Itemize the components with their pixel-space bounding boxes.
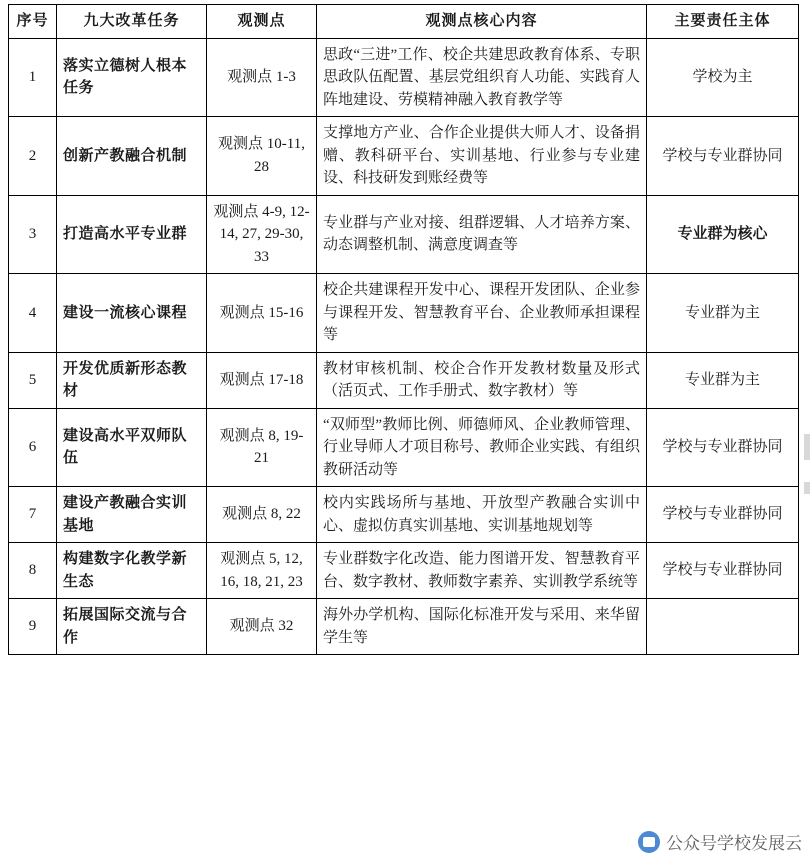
cell-core-content: 思政“三进”工作、校企共建思政教育体系、专职思政队伍配置、基层党组织育人功能、实践育人阵地建设、劳模精神融入教育教学等 — [317, 38, 647, 117]
cell-responsible: 学校与专业群协同 — [647, 408, 799, 487]
cell-task: 建设一流核心课程 — [57, 274, 207, 353]
table-header-row — [9, 5, 799, 39]
wechat-logo-icon — [638, 831, 660, 853]
cell-responsible: 专业群为主 — [647, 352, 799, 408]
cell-task: 落实立德树人根本任务 — [57, 38, 207, 117]
cell-core-content: 专业群与产业对接、组群逻辑、人才培养方案、动态调整机制、满意度调查等 — [317, 195, 647, 274]
column-header-core-content: 观测点核心内容 — [317, 5, 647, 39]
cell-core-content: 专业群数字化改造、能力图谱开发、智慧教育平台、数字教材、教师数字素养、实训教学系统等 — [317, 543, 647, 599]
document-page — [0, 4, 810, 860]
cell-core-content: 校内实践场所与基地、开放型产教融合实训中心、虚拟仿真实训基地、实训基地规划等 — [317, 487, 647, 543]
column-header-task: 九大改革任务 — [57, 5, 207, 39]
column-header-responsible: 主要责任主体 — [647, 5, 799, 39]
cell-observation: 观测点 5, 12, 16, 18, 21, 23 — [207, 543, 317, 599]
cell-observation: 观测点 1-3 — [207, 38, 317, 117]
cell-core-content: 教材审核机制、校企合作开发教材数量及形式（活页式、工作手册式、数字教材）等 — [317, 352, 647, 408]
column-header-observation: 观测点 — [207, 5, 317, 39]
cell-observation: 观测点 32 — [207, 599, 317, 655]
cell-responsible — [647, 599, 799, 655]
cell-observation: 观测点 8, 22 — [207, 487, 317, 543]
page-edge-mark — [804, 482, 810, 494]
cell-observation: 观测点 17-18 — [207, 352, 317, 408]
table-row — [9, 352, 799, 408]
cell-responsible: 专业群为核心 — [647, 195, 799, 274]
cell-task: 构建数字化教学新生态 — [57, 543, 207, 599]
cell-index: 9 — [9, 599, 57, 655]
cell-core-content: 支撑地方产业、合作企业提供大师人才、设备捐赠、教科研平台、实训基地、行业参与专业建设、科技研发到账经费等 — [317, 117, 647, 196]
page-edge-mark — [804, 434, 810, 460]
table-row — [9, 38, 799, 117]
cell-observation: 观测点 10-11, 28 — [207, 117, 317, 196]
cell-task: 拓展国际交流与合作 — [57, 599, 207, 655]
column-header-index: 序号 — [9, 5, 57, 39]
cell-task: 开发优质新形态教材 — [57, 352, 207, 408]
cell-core-content: “双师型”教师比例、师德师风、企业教师管理、行业导师人才项目称号、教师企业实践、有组织教研活动等 — [317, 408, 647, 487]
table-row — [9, 195, 799, 274]
cell-responsible: 专业群为主 — [647, 274, 799, 353]
cell-task: 创新产教融合机制 — [57, 117, 207, 196]
table-row — [9, 543, 799, 599]
table-row — [9, 599, 799, 655]
cell-index: 6 — [9, 408, 57, 487]
cell-observation: 观测点 4-9, 12-14, 27, 29-30, 33 — [207, 195, 317, 274]
cell-task: 建设高水平双师队伍 — [57, 408, 207, 487]
cell-index: 3 — [9, 195, 57, 274]
watermark — [638, 829, 802, 854]
cell-responsible: 学校为主 — [647, 38, 799, 117]
cell-index: 8 — [9, 543, 57, 599]
cell-task: 建设产教融合实训基地 — [57, 487, 207, 543]
watermark-text: 公众号学校发展云 — [666, 834, 802, 853]
cell-responsible: 学校与专业群协同 — [647, 487, 799, 543]
table-row — [9, 117, 799, 196]
cell-observation: 观测点 15-16 — [207, 274, 317, 353]
cell-observation: 观测点 8, 19-21 — [207, 408, 317, 487]
table-row — [9, 274, 799, 353]
cell-responsible: 学校与专业群协同 — [647, 543, 799, 599]
cell-index: 1 — [9, 38, 57, 117]
cell-index: 4 — [9, 274, 57, 353]
table-row — [9, 408, 799, 487]
cell-task: 打造高水平专业群 — [57, 195, 207, 274]
cell-responsible: 学校与专业群协同 — [647, 117, 799, 196]
cell-core-content: 海外办学机构、国际化标准开发与采用、来华留学生等 — [317, 599, 647, 655]
cell-core-content: 校企共建课程开发中心、课程开发团队、企业参与课程开发、智慧教育平台、企业教师承担课程等 — [317, 274, 647, 353]
cell-index: 2 — [9, 117, 57, 196]
reform-tasks-table — [8, 4, 799, 655]
cell-index: 7 — [9, 487, 57, 543]
cell-index: 5 — [9, 352, 57, 408]
table-row — [9, 487, 799, 543]
